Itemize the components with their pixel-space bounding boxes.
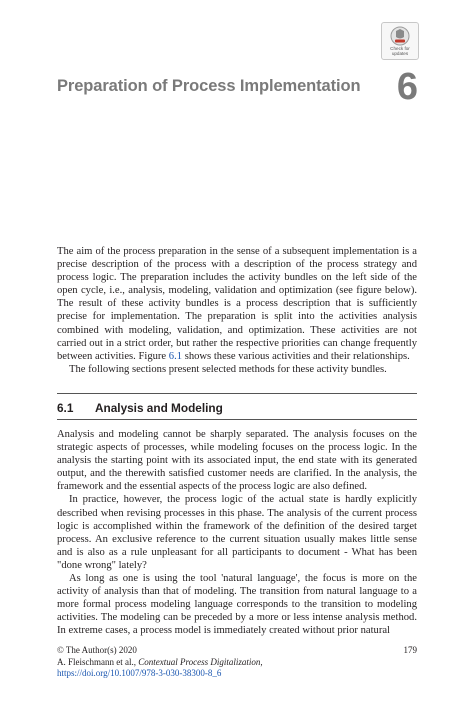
citation-comma: ,	[260, 656, 263, 667]
section-paragraph-1: Analysis and modeling cannot be sharply separated. The analysis focuses on the strategic aspects of processes, while modeling focuses on the process logic. In the analysis the starting point with its associated input, the end state with its generated output, and the therewith satisfied customer needs are clarified. In the analysis, the framework and the essential aspects of the process logic are also defined.	[57, 429, 417, 493]
figure-link[interactable]: 6.1	[168, 350, 183, 362]
badge-label-line2: updates	[391, 51, 409, 56]
citation-authors: A. Fleischmann et al.,	[57, 656, 139, 667]
page-number: 179	[403, 645, 417, 655]
doi-link[interactable]: https://doi.org/10.1007/978-3-030-38300-8_6	[57, 668, 222, 679]
section-number: 6.1	[57, 401, 74, 415]
section-body	[57, 428, 417, 638]
intro-p1-text: The aim of the process preparation in the sense of a subsequent implementation is a precise description of the process with a description of the process strategy and process logic. The preparation includes the activity bundles on the left side of the open cycle, i.e., analysis, modeling, validation and optimization (see figure below). The result of these activity bundles is a process description that is sufficiently precise for implementation. The preparation is split into the activities analysis combined with modeling, validation, and optimization. These activities are not carried out in a strict order, but rather the respective priorities can change frequently between activities. Figure	[57, 246, 417, 362]
intro-text	[57, 245, 417, 376]
section-title: Analysis and Modeling	[95, 401, 223, 415]
intro-paragraph-2: The following sections present selected methods for these activity bundles.	[69, 363, 387, 375]
check-for-updates-icon	[390, 26, 410, 46]
check-for-updates-badge[interactable]	[381, 22, 419, 60]
section-heading	[57, 401, 223, 415]
intro-p1-tail: shows these various activities and their relationships.	[182, 350, 410, 362]
section-rule-top	[57, 393, 417, 394]
intro-paragraph-1	[57, 245, 417, 363]
section-rule-bottom	[57, 419, 417, 420]
chapter-title: Preparation of Process Implementation	[57, 77, 361, 95]
citation-line	[57, 657, 417, 669]
section-paragraph-3: As long as one is using the tool 'natural language', the focus is more on the activity of analysis than that of modeling. The transition from natural language to a more formal process modeling language corresponds to the transition to modeling activities. The modeling can be preceded by a more or less intense analysis method. In extreme cases, a process model is immediately created without prior natural	[57, 573, 417, 637]
page-footer	[57, 645, 417, 680]
copyright-line: © The Author(s) 2020	[57, 645, 137, 655]
section-paragraph-2: In practice, however, the process logic of the actual state is hardly explicitly described when revising processes in this phase. The analysis of the current process logic is accomplished within the framework of the definition of the desired target process. An exclusive reference to the current situation usually makes little sense and is also as a rule unpleasant for all participants to document - What has been "done wrong" lately?	[57, 494, 417, 571]
chapter-number: 6	[396, 66, 418, 108]
badge-label-line1: Check for	[390, 46, 410, 51]
book-title: Contextual Process Digitalization	[138, 656, 261, 667]
